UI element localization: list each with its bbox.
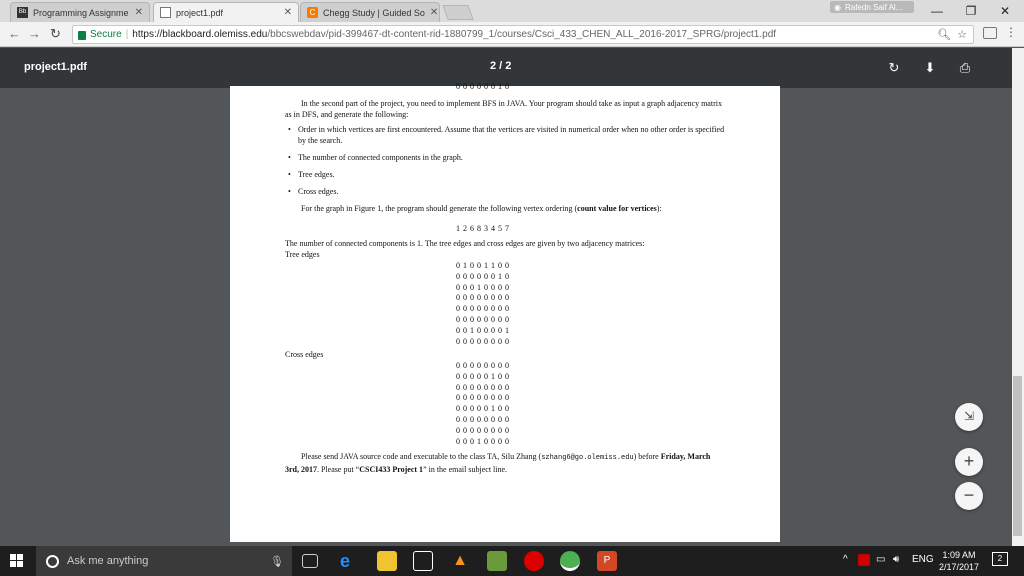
scrollbar-thumb[interactable]	[1013, 376, 1022, 536]
text-span: . Please put “	[317, 465, 360, 474]
file-explorer-icon[interactable]	[377, 551, 397, 571]
url-host: https://blackboard.olemiss.edu	[132, 29, 268, 40]
language-indicator[interactable]: ENG	[912, 554, 934, 565]
matrix-row: 0 0 0 0 0 0 0 0	[456, 393, 510, 403]
matrix-row: 0 0 0 0 0 0 1 0	[456, 271, 510, 281]
address-bar[interactable]	[72, 25, 974, 44]
bullet-item: • The number of connected components in the graph.	[298, 152, 728, 163]
close-window-button[interactable]: ✕	[999, 4, 1011, 18]
user-icon: ◉	[834, 2, 841, 12]
close-tab-icon[interactable]: ✕	[134, 7, 143, 18]
pdf-filename: project1.pdf	[24, 61, 87, 73]
matrix-row: 0 0 0 1 0 0 0 0	[456, 436, 510, 446]
volume-icon[interactable]: 🔊︎	[893, 554, 900, 565]
bold-text: CSCI433 Project 1	[359, 465, 424, 474]
download-icon[interactable]: ⬇	[924, 60, 936, 75]
bookmark-star-icon[interactable]: ☆	[957, 29, 967, 41]
lock-icon	[78, 31, 86, 40]
matrix-row: 0 0 0 0 0 0 0 0	[456, 304, 510, 314]
cross-edges-label: Cross edges	[285, 350, 324, 359]
powerpoint-icon[interactable]: P	[597, 551, 617, 571]
paragraph	[285, 451, 725, 475]
bullet-item: • Cross edges.	[298, 186, 728, 197]
pdf-page	[230, 82, 780, 542]
toolbar	[0, 22, 1024, 47]
edge-browser-icon[interactable]: e	[340, 551, 351, 571]
text-span: For the graph in Figure 1, the program should generate the following vertex ordering (	[301, 204, 578, 213]
menu-icon[interactable]: ⋮	[1005, 25, 1017, 39]
paragraph	[285, 203, 725, 214]
back-arrow-icon[interactable]: ←	[8, 26, 21, 41]
matrix-row: 0 0 0 0 0 1 0 0	[456, 404, 510, 414]
matrix-row: 0 0 0 0 0 0 0 0	[456, 415, 510, 424]
tab-title: Chegg Study | Guided So	[323, 7, 425, 18]
matrix-row: 0 0 0 0 0 0 0 0	[456, 336, 510, 346]
divider: |	[125, 29, 129, 40]
page-indicator[interactable]: 2 / 2	[490, 60, 512, 72]
paragraph: In the second part of the project, you need to implement BFS in JAVA. Your program should take as input a graph adjacency matrix as in DFS, and generate the following:	[285, 99, 722, 119]
matrix-row: 0 0 0 0 0 0 0 0	[456, 361, 510, 370]
minimize-button[interactable]: —	[931, 4, 943, 18]
forward-arrow-icon[interactable]: →	[28, 26, 41, 41]
rotate-icon[interactable]: ↻	[888, 60, 900, 75]
bold-text: Friday, March 3rd, 2017	[285, 452, 711, 474]
tab-title: project1.pdf	[176, 7, 224, 18]
vertex-ordering: 1 2 6 8 3 4 5 7	[456, 224, 510, 233]
paragraph: The number of connected components is 1. The tree edges and cross edges are given by two adjacency matrices:	[285, 239, 645, 248]
pdf-toolbar	[0, 48, 1024, 88]
pdf-viewer[interactable]	[0, 82, 1012, 546]
cortana-icon	[46, 555, 59, 568]
url-path: /bbcswebdav/pid-399467-dt-content-rid-1880799_1/courses/Csci_433_CHEN_ALL_2016-2017_SPRG/project1.pdf	[267, 29, 777, 40]
chevron-up-icon[interactable]: ^	[843, 554, 848, 565]
matrix-row: 0 0 0 0 0 1 0 0	[456, 371, 510, 381]
battery-icon[interactable]: ▭	[876, 554, 886, 565]
print-icon[interactable]: ⎙	[959, 60, 971, 75]
notepad-app-icon[interactable]	[487, 551, 507, 571]
bold-text: count value for vertices	[577, 204, 657, 213]
zoom-icon[interactable]: 🔍︎	[937, 29, 952, 41]
tab-chegg-study[interactable]	[300, 2, 440, 22]
matrix-row: 0 1 0 0 1 1 0 0	[456, 261, 510, 270]
reload-icon[interactable]: ↻	[50, 26, 61, 41]
matrix-row: 0 0 0 0 0 0 1 0	[456, 82, 510, 91]
fit-to-page-button[interactable]: ⇲	[955, 403, 983, 431]
store-icon[interactable]	[413, 551, 433, 571]
profile-name: Rafedn Saif Al...	[844, 2, 903, 12]
task-view-icon[interactable]	[302, 554, 318, 568]
matrix-row: 0 0 0 0 0 0 0 0	[456, 315, 510, 324]
close-tab-icon[interactable]: ✕	[429, 7, 439, 18]
profile-button[interactable]	[830, 1, 914, 13]
notification-icon[interactable]: 2	[992, 552, 1008, 566]
search-placeholder: Ask me anything	[67, 555, 149, 567]
text-span: Please send JAVA source code and executable to the class TA, Silu Zhang (	[301, 452, 542, 461]
taskbar	[0, 546, 1024, 576]
secure-label: Secure	[90, 29, 122, 40]
email-text: szhang6@go.olemiss.edu	[541, 454, 634, 462]
zoom-out-button[interactable]: −	[955, 482, 983, 510]
opera-icon[interactable]	[524, 551, 544, 571]
document-icon	[160, 7, 171, 18]
date: 2/17/2017	[938, 562, 980, 572]
bullet-item: • Tree edges.	[298, 169, 728, 180]
tab-title: Programming Assignme	[33, 7, 129, 18]
chegg-icon: C	[307, 7, 318, 18]
acrobat-icon[interactable]	[858, 554, 870, 566]
new-tab-button[interactable]	[442, 5, 473, 20]
blackboard-icon: Bb	[17, 7, 28, 18]
search-box[interactable]	[36, 546, 292, 576]
microphone-icon[interactable]: 🎙︎	[270, 555, 284, 568]
text-span: ):	[656, 204, 662, 213]
matrix-row: 0 0 1 0 0 0 0 1	[456, 325, 510, 335]
windows-start-icon[interactable]	[10, 554, 24, 568]
tab-strip	[0, 0, 1024, 22]
restore-button[interactable]: ❐	[965, 4, 977, 18]
text-span: ” in the email subject line.	[423, 465, 508, 474]
tree-edges-label: Tree edges	[285, 250, 320, 259]
tab-programming-assignment[interactable]	[10, 2, 150, 22]
vlc-icon[interactable]: ▲	[452, 552, 468, 569]
matrix-row: 0 0 0 1 0 0 0 0	[456, 282, 510, 292]
time: 1:09 AM	[942, 550, 976, 560]
zoom-in-button[interactable]: +	[955, 448, 983, 476]
bullet-item: • Order in which vertices are first encountered. Assume that the vertices are visited in numerical order when no other order is specified by the search.	[298, 124, 728, 146]
matrix-row: 0 0 0 0 0 0 0 0	[456, 382, 510, 392]
chrome-icon[interactable]	[560, 551, 580, 571]
tab-project1-pdf[interactable]	[153, 2, 299, 22]
clock[interactable]	[936, 549, 982, 573]
cast-icon[interactable]	[983, 27, 997, 39]
matrix-row: 0 0 0 0 0 0 0 0	[456, 425, 510, 435]
matrix-row: 0 0 0 0 0 0 0 0	[456, 293, 510, 303]
close-tab-icon[interactable]: ✕	[283, 7, 292, 18]
text-span: ) before	[633, 452, 661, 461]
